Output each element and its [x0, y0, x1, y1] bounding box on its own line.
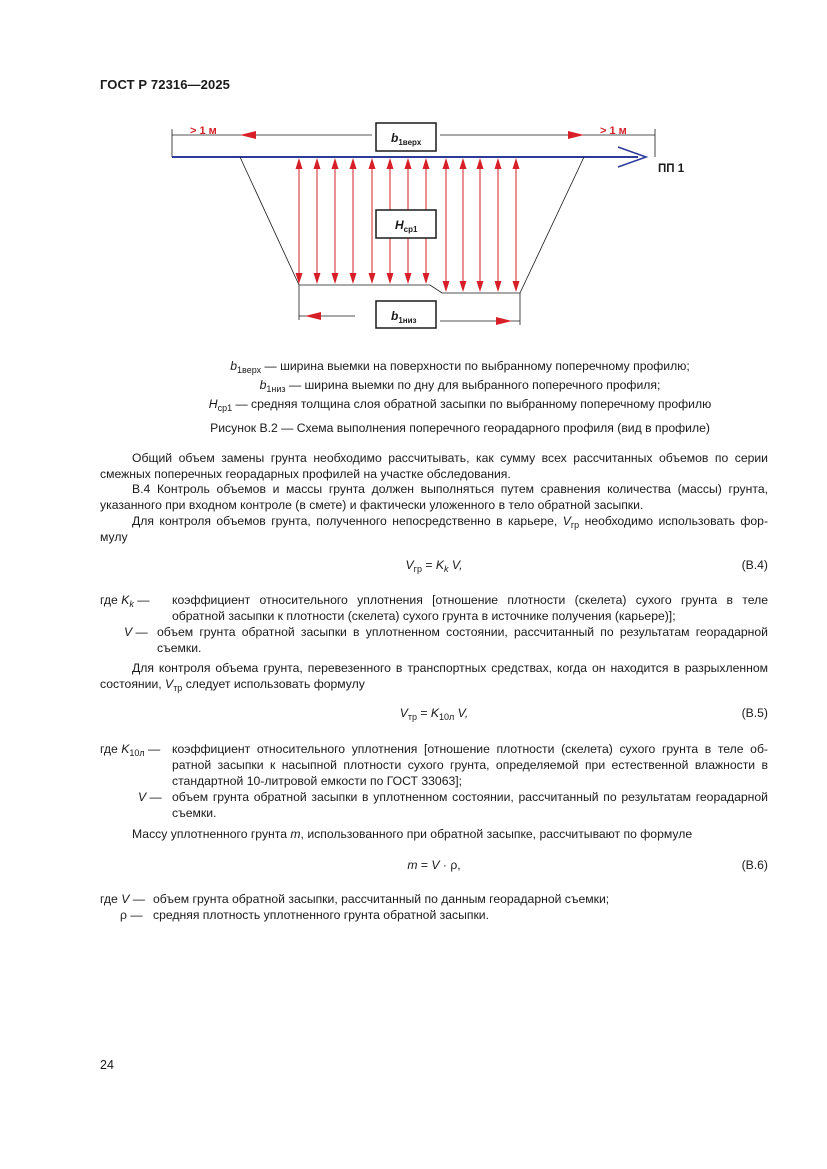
- margin-left-label: [190, 125, 217, 137]
- depth-arrowhead-down: [314, 273, 321, 284]
- depth-arrowhead-up: [369, 158, 376, 169]
- depth-arrowhead-up: [296, 158, 303, 169]
- depth-arrowhead-down: [495, 281, 502, 292]
- depth-arrowhead-up: [405, 158, 412, 169]
- dimension-arrowhead: [305, 312, 321, 320]
- cross-section-figure: [160, 115, 700, 345]
- depth-arrowhead-up: [443, 158, 450, 169]
- depth-arrowhead-down: [443, 281, 450, 292]
- b-bottom-label: $b_{1низ}$: [391, 309, 417, 325]
- document-header: ГОСТ Р 72316—2025: [100, 77, 230, 92]
- formula-number: (В.6): [741, 858, 768, 872]
- depth-arrowhead-up: [387, 158, 394, 169]
- svg-text:ПП 1: ПП 1: [658, 163, 685, 175]
- depth-arrowhead-down: [369, 273, 376, 284]
- legend-b-bottom: $b_{1низ}$ — ширина выемки по дну для выбранного поперечного профиля;: [259, 378, 661, 394]
- depth-arrowhead-down: [332, 273, 339, 284]
- depth-arrowhead-up: [477, 158, 484, 169]
- formula-number: (В.5): [741, 706, 768, 720]
- dimension-arrowhead: [240, 131, 256, 139]
- depth-arrowhead-up: [314, 158, 321, 169]
- left-slope: [240, 157, 299, 285]
- b-top-label: $b_{1верх}$: [391, 131, 422, 147]
- depth-arrowhead-up: [495, 158, 502, 169]
- depth-arrowhead-down: [477, 281, 484, 292]
- dimension-arrowhead: [568, 131, 584, 139]
- depth-arrowhead-down: [423, 273, 430, 284]
- depth-arrowhead-down: [350, 273, 357, 284]
- excavation-bottom: [299, 285, 520, 293]
- svg-text:> 1 м: > 1 м: [600, 125, 627, 137]
- depth-arrowhead-down: [460, 281, 467, 292]
- paragraph-quarry: Для контроля объемов грунта, полученного непосредственно в карьере, $V_{гр}$ необходимо использовать фор-мулу: [100, 514, 769, 544]
- formula-number: (В.4): [741, 558, 768, 572]
- depth-arrowhead-down: [513, 281, 520, 292]
- legend-b-top: $b_{1верх}$ — ширина выемки на поверхности по выбранному поперечному профилю;: [230, 359, 690, 375]
- profile-label: [658, 163, 685, 175]
- paragraph-transport: Для контроля объема грунта, перевезенного в транспортных средствах, когда он находится в разрыхленном состоянии, $V_{тр}$ следует использовать формулу: [100, 661, 768, 693]
- page-number: 24: [100, 1058, 114, 1072]
- depth-arrowhead-up: [460, 158, 467, 169]
- h-label: $H_{ср1}$: [395, 218, 418, 234]
- formula-b5: $V_{тр} = K_{10л}$ V, (В.5): [399, 706, 768, 722]
- formula-b6: m = V · ρ, (В.6): [407, 858, 768, 872]
- depth-arrowhead-down: [387, 273, 394, 284]
- depth-arrowhead-up: [423, 158, 430, 169]
- svg-text:> 1 м: > 1 м: [190, 125, 217, 137]
- where-block-1: где $K_k$ — коэффициент относительного уплотнения [отношение плотности (скелета) сухого грунта в теле обратной засыпки к плотности (скелета) сухого грунта в источнике получения (карьере)]; V — объем грунта обратной засыпки в уплотненном состоянии, рассчитанный по результатам георадарной съемки.: [100, 593, 768, 655]
- where-block-2: где $K_{10л}$ — коэффициент относительного уплотнения [отношение плотности (скелета) сухого грунта в теле об-ратной засыпки к насыпной плотности сухого грунта, определяемой при естественной влажности в стандартной 10-литровой емкости по ГОСТ 33063]; V — объем грунта обратной засыпки в уплотненном состоянии, рассчитанный по результатам георадарной съемки.: [100, 742, 768, 820]
- depth-arrowhead-down: [296, 273, 303, 284]
- margin-right-label: [600, 125, 627, 137]
- right-slope: [520, 157, 584, 293]
- paragraph-b4: В.4 Контроль объемов и массы грунта должен выполняться путем сравнения количества (массы) грунта, указанного при входном контроле (в смете) и фактически уложенного в тело обратной засыпки.: [100, 482, 768, 512]
- dimension-arrowhead: [496, 317, 512, 325]
- paragraph-total-volume: Общий объем замены грунта необходимо рассчитывать, как сумму всех рассчитанных объемов по серии смежных поперечных георадарных профилей на участке обследования.: [100, 451, 768, 481]
- depth-arrowhead-up: [513, 158, 520, 169]
- depth-arrowhead-down: [405, 273, 412, 284]
- legend-h: $H_{ср1}$ — средняя толщина слоя обратной засыпки по выбранному поперечному профилю: [208, 397, 712, 413]
- depth-arrowhead-up: [350, 158, 357, 169]
- formula-b4: $V_{гр} = K_k$ V, (В.4): [405, 558, 768, 574]
- where-block-3: где V — объем грунта обратной засыпки, рассчитанный по данным георадарной съемки; ρ — средняя плотность уплотненного грунта обратной засыпки.: [100, 892, 610, 922]
- depth-arrowhead-up: [332, 158, 339, 169]
- figure-caption: Рисунок В.2 — Схема выполнения поперечного георадарного профиля (вид в профиле): [210, 421, 710, 435]
- paragraph-mass: Массу уплотненного грунта m, использованного при обратной засыпке, рассчитывают по формуле: [132, 827, 693, 841]
